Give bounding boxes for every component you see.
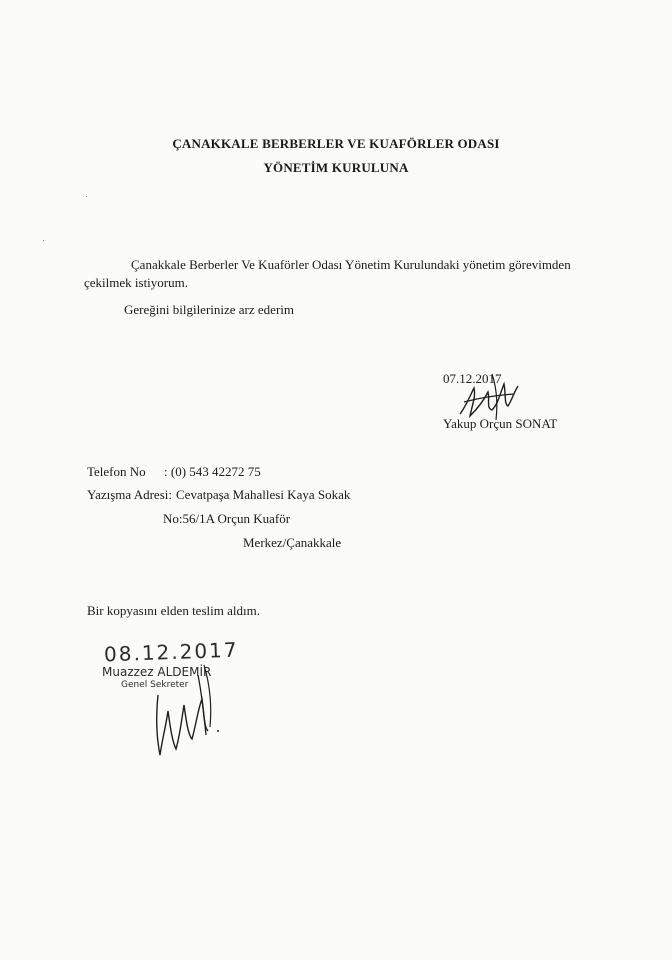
scan-speck (43, 240, 44, 241)
receipt-handwritten-date: 08.12.2017 (103, 637, 239, 667)
heading-line-2: YÖNETİM KURULUNA (263, 160, 409, 175)
receipt-text: Bir kopyasını elden teslim aldım. (87, 603, 260, 618)
address-label: Yazışma Adresi: (87, 487, 172, 502)
body-paragraph-1-line-1: Çanakkale Berberler Ve Kuaförler Odası Yönetim Kurulundaki yönetim görevimden (131, 257, 571, 272)
body-paragraph-1-line-2: çekilmek istiyorum. (84, 275, 188, 290)
receiver-signature (146, 655, 236, 765)
sender-name: Yakup Orçun SONAT (443, 416, 558, 431)
heading-line-1: ÇANAKKALE BERBERLER VE KUAFÖRLER ODASI (172, 136, 500, 151)
phone-label: Telefon No (87, 464, 146, 479)
stamp-name: Muazzez ALDEMİR (102, 665, 212, 679)
scan-speck (86, 196, 87, 197)
body-paragraph-2: Gereğini bilgilerinize arz ederim (124, 302, 295, 317)
address-line-2: No:56/1A Orçun Kuaför (163, 511, 291, 526)
stamp-title: Genel Sekreter (121, 680, 189, 690)
sender-date: 07.12.2017 (443, 371, 502, 386)
address-line-3: Merkez/Çanakkale (243, 535, 342, 550)
phone-value: : (0) 543 42272 75 (164, 464, 261, 479)
address-line-1: Cevatpaşa Mahallesi Kaya Sokak (176, 487, 351, 502)
